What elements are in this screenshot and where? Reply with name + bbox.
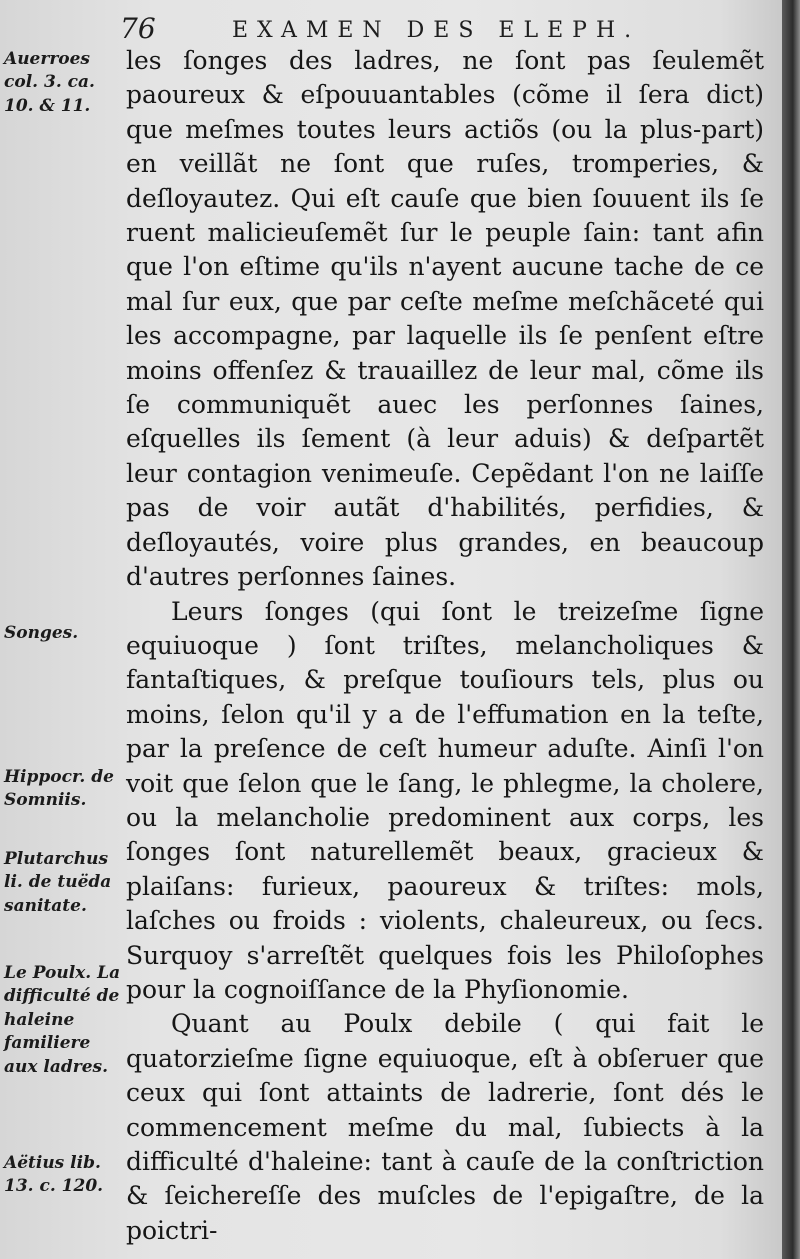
page-edge bbox=[782, 0, 800, 1259]
margin-note-aetius: Aëtius lib. 13. c. 120. bbox=[4, 1153, 104, 1197]
margin-note-plutarchus: Plutarchus li. de tuëda sanitate. bbox=[4, 849, 112, 916]
margin-note-hippocr: Hippocr. de Somniis. bbox=[4, 767, 114, 811]
page-number: 76 bbox=[120, 12, 156, 45]
paragraph-1: les ſonges des ladres, ne ſont pas ſeulemẽt paoureux & eſpouuantables (cõme il ſera dict) que meſmes toutes leurs actiõs (ou la plus-part) en veillãt ne ſont que ruſes, tromperies, & deſloyautez. Qui eſt cauſe que bien ſouuent ils ſe ruent malicieuſemẽt ſur le peuple ſain: tant afin que l'on eſtime qu'ils n'ayent aucune tache de ce mal ſur eux, que par ceſte meſme meſchãceté qui les accompagne, par laquelle ils ſe penſent eſtre moins offenſez & trauaillez de leur mal, cõme ils ſe communiquẽt auec les perſonnes ſaines, eſquelles ils ſement (à leur aduis) & deſpartẽt leur contagion venimeuſe. Cepẽdant l'on ne laiſſe pas de voir autãt d'habilités, perfidies, & deſloyautés, voire plus grandes, en beaucoup d'autres perſonnes ſaines. bbox=[126, 46, 764, 592]
margin-note-auerroes: Auerroes col. 3. ca. 10. & 11. bbox=[4, 49, 95, 116]
running-title: EXAMEN DES ELEPH. bbox=[232, 18, 641, 43]
margin-notes bbox=[4, 0, 128, 1259]
margin-note-poulx: Le Poulx. La difficulté de haleine familiere aux ladres. bbox=[4, 963, 121, 1077]
margin-note-songes: Songes. bbox=[4, 623, 79, 643]
paragraph-3: Quant au Poulx debile ( qui fait le quatorzieſme ſigne equiuoque, eſt à obſeruer que ceux qui ſont attaints de ladrerie, ſont dés le commencement meſme du mal, ſubiects à la difficulté d'haleine: tant à cauſe de la conſtriction & ſeichereſſe des muſcles de l'epigaſtre, de la poictri- bbox=[126, 1009, 764, 1245]
paragraph-2: Leurs ſonges (qui ſont le treizeſme ſigne equiuoque ) ſont triſtes, melancholiques & fantaſtiques, & preſque touſiours tels, plus ou moins, ſelon qu'il y a de l'effumation en la teſte, par la preſence de ceſt humeur aduſte. Ainſi l'on voit que ſelon que le ſang, le phlegme, la cholere, ou la melancholie predominent aux corps, les ſonges ſont naturellemẽt beaux, gracieux & plaiſans: furieux, paoureux & triſtes: mols, laſches ou froids : violents, chaleureux, ou ſecs. Surquoy s'arreſtẽt quelques fois les Philoſophes pour la cognoiſſance de la Phyſionomie. bbox=[126, 596, 764, 1004]
main-text bbox=[126, 44, 764, 1248]
